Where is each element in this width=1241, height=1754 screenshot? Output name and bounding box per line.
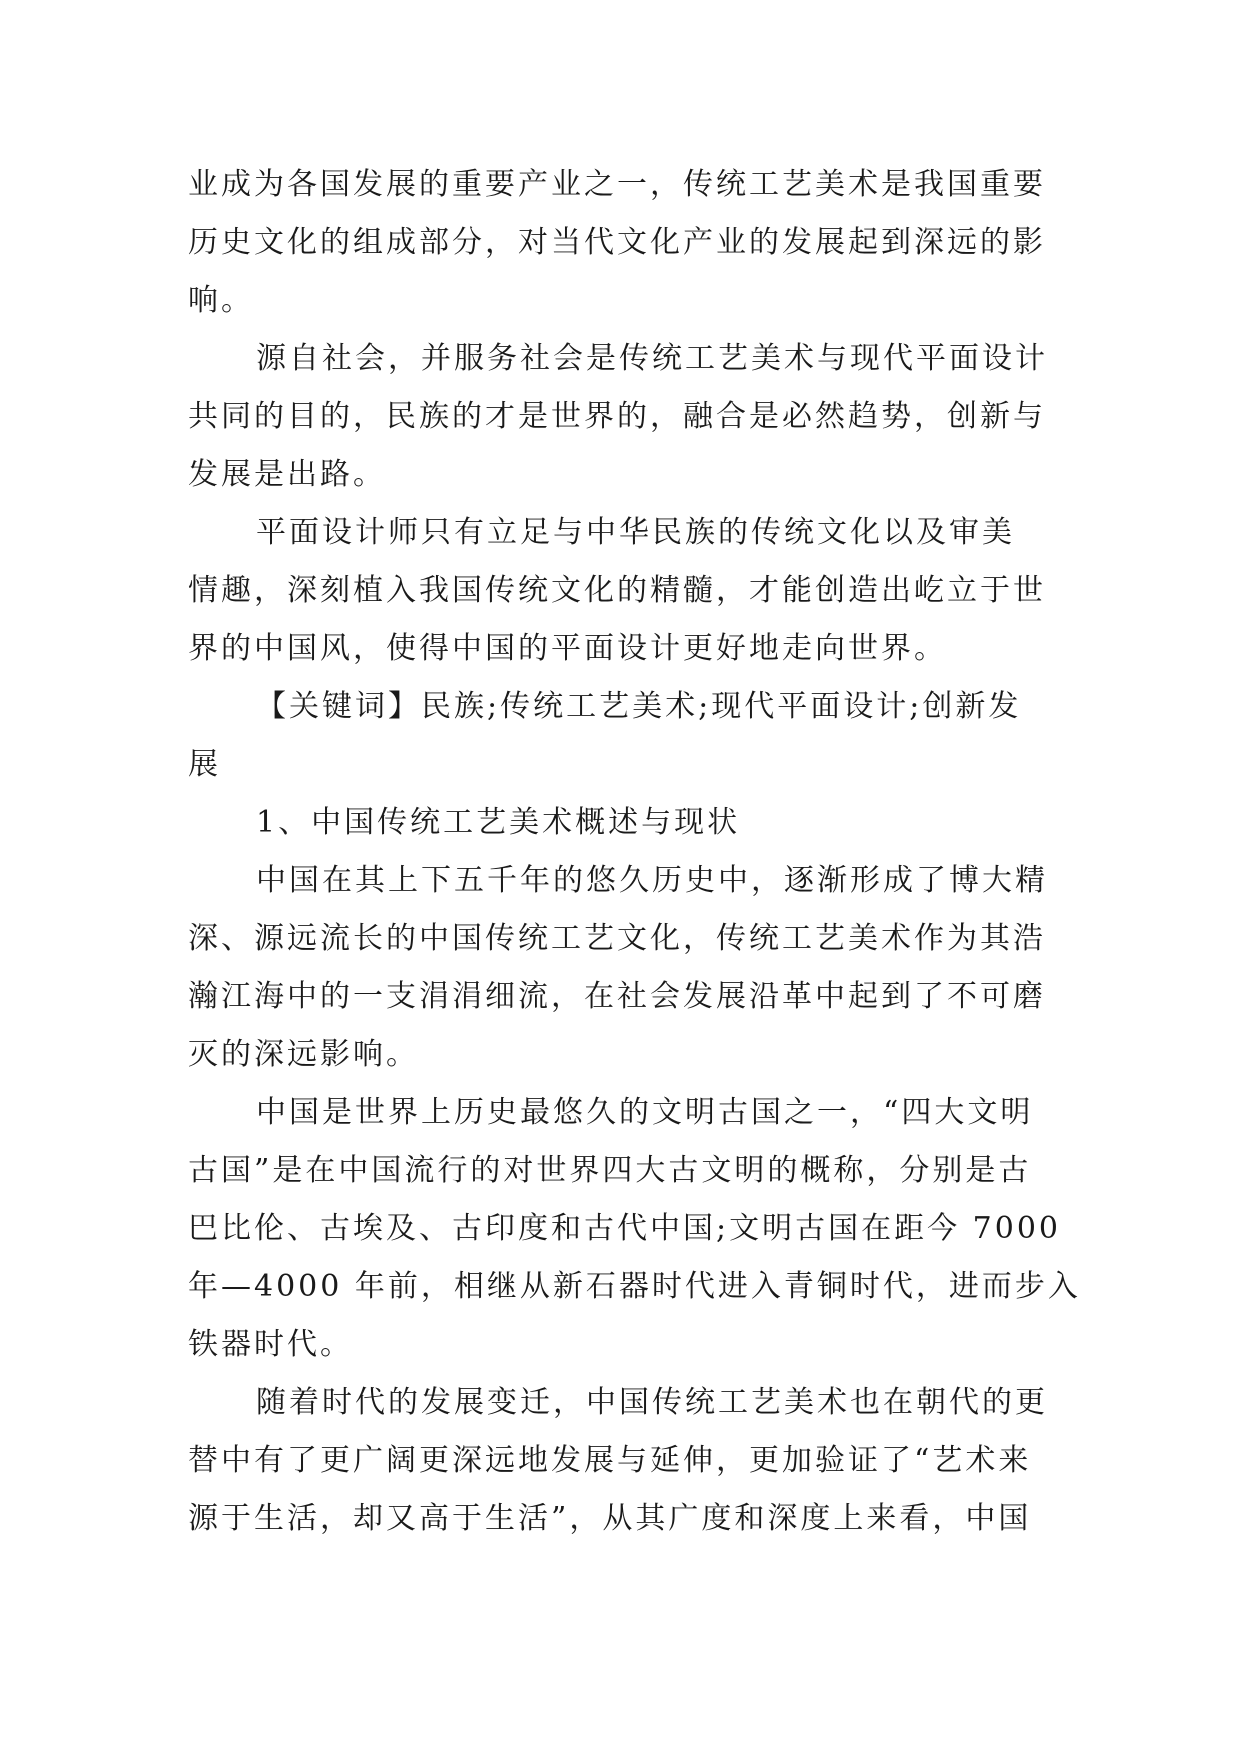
text-line: 业成为各国发展的重要产业之一，传统工艺美术是我国重要 (188, 167, 1046, 202)
text-line: 深、源远流长的中国传统工艺文化，传统工艺美术作为其浩 (188, 921, 1046, 956)
document-body (188, 156, 1081, 1548)
keywords-line: 【关键词】民族;传统工艺美术;现代平面设计;创新发 (256, 689, 1022, 724)
text-line: 展 (188, 747, 221, 782)
paragraph-first-line: 中国在其上下五千年的悠久历史中，逐渐形成了博大精 (256, 863, 1048, 898)
text-line: 年—4000 年前，相继从新石器时代进入青铜时代，进而步入 (188, 1269, 1081, 1304)
paragraph-first-line: 中国是世界上历史最悠久的文明古国之一，“四大文明 (256, 1095, 1034, 1130)
paragraph-first-line: 随着时代的发展变迁，中国传统工艺美术也在朝代的更 (256, 1385, 1048, 1420)
text-line: 源于生活，却又高于生活”，从其广度和深度上来看，中国 (188, 1501, 1032, 1536)
text-line: 界的中国风，使得中国的平面设计更好地走向世界。 (188, 631, 947, 666)
text-line: 历史文化的组成部分，对当代文化产业的发展起到深远的影 (188, 225, 1046, 260)
text-line: 响。 (188, 283, 254, 318)
text-line: 替中有了更广阔更深远地发展与延伸，更加验证了“艺术来 (188, 1443, 1032, 1478)
text-line: 共同的目的，民族的才是世界的，融合是必然趋势，创新与 (188, 399, 1046, 434)
text-line: 铁器时代。 (188, 1327, 353, 1362)
paragraph-first-line: 源自社会，并服务社会是传统工艺美术与现代平面设计 (256, 341, 1048, 376)
paragraph-first-line: 平面设计师只有立足与中华民族的传统文化以及审美 (256, 515, 1015, 550)
text-line: 灭的深远影响。 (188, 1037, 419, 1072)
text-line: 古国”是在中国流行的对世界四大古文明的概称，分别是古 (188, 1153, 1032, 1188)
text-line: 瀚江海中的一支涓涓细流，在社会发展沿革中起到了不可磨 (188, 979, 1046, 1014)
text-line: 情趣，深刻植入我国传统文化的精髓，才能创造出屹立于世 (188, 573, 1046, 608)
section-heading: 1、中国传统工艺美术概述与现状 (256, 805, 741, 840)
text-line: 发展是出路。 (188, 457, 386, 492)
text-line: 巴比伦、古埃及、古印度和古代中国;文明古国在距今 7000 (188, 1211, 1061, 1246)
